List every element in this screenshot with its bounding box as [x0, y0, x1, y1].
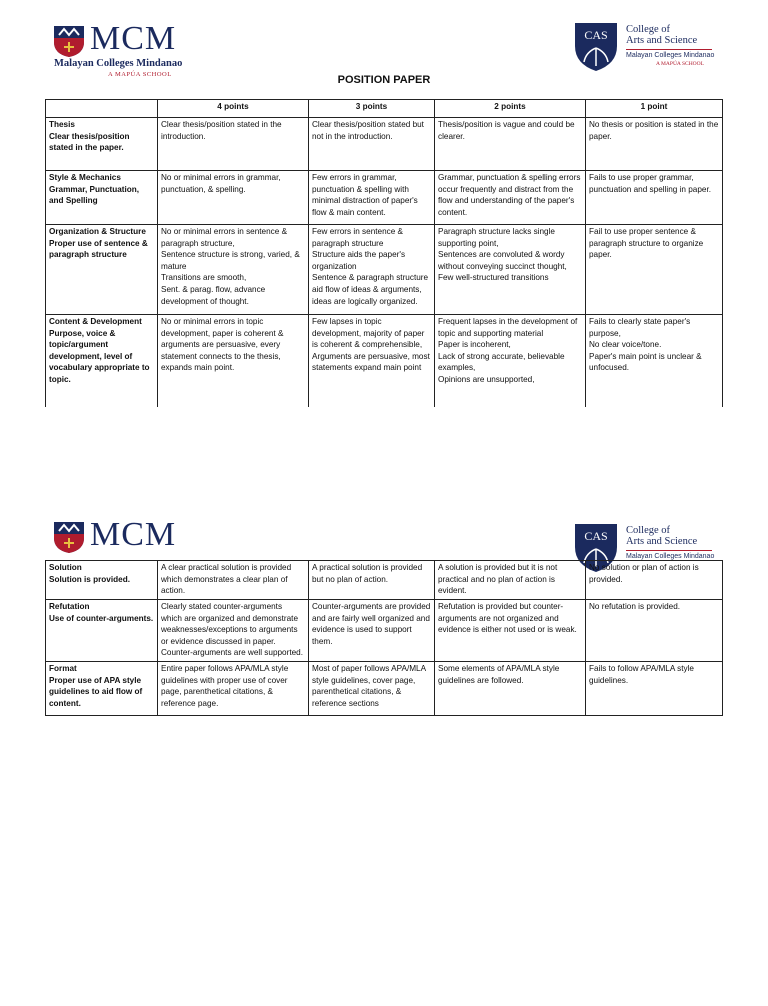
- svg-text:CAS: CAS: [584, 28, 608, 42]
- score-cell: Few errors in sentence & paragraph structure Structure aids the paper's organization Sentence & paragraph structure aid flow of ideas & arguments, ideas are logically organized.: [309, 225, 435, 315]
- cas-college-name: College of Arts and Science: [626, 525, 698, 547]
- score-cell: Fails to follow APA/MLA style guidelines.: [586, 661, 723, 715]
- header-cell: 3 points: [309, 100, 435, 118]
- rubric-table-page1: [45, 99, 723, 407]
- cas-divider: [626, 550, 712, 551]
- score-cell: Few errors in grammar, punctuation & spelling with minimal distraction of paper's flow & main content.: [309, 171, 435, 225]
- score-cell: No thesis or position is stated in the paper.: [586, 118, 723, 171]
- score-cell: No or minimal errors in sentence & paragraph structure, Sentence structure is strong, varied, & mature Transitions are smooth, Sent. & parag. flow, advance development of thought.: [158, 225, 309, 315]
- score-cell: No or minimal errors in grammar, punctuation, & spelling.: [158, 171, 309, 225]
- score-cell: Fails to use proper grammar, punctuation and spelling in paper.: [586, 171, 723, 225]
- score-cell: Clearly stated counter-arguments which are organized and demonstrate weaknesses/exceptions to arguments or evidence discussed in paper. Counter-arguments are well supported.: [158, 600, 309, 662]
- table-row: [46, 225, 723, 315]
- header-row: [46, 100, 723, 118]
- score-cell: Fails to clearly state paper's purpose, No clear voice/tone. Paper's main point is unclear & unfocused.: [586, 315, 723, 407]
- score-cell: Entire paper follows APA/MLA style guidelines with proper use of cover page, parenthetical citations, & reference page.: [158, 661, 309, 715]
- page-title: POSITION PAPER: [337, 74, 431, 86]
- criterion-cell: Content & Development Purpose, voice & topic/argument development, level of vocabulary appropriate to topic.: [46, 315, 158, 407]
- header-cell: 1 point: [586, 100, 723, 118]
- mcm-shield-icon: [52, 520, 86, 554]
- score-cell: Fail to use proper sentence & paragraph structure to organize paper.: [586, 225, 723, 315]
- header-cell: 2 points: [435, 100, 586, 118]
- cas-shield-icon: [574, 22, 618, 72]
- cas-subtitle: Malayan Colleges Mindanao: [626, 52, 715, 59]
- criterion-cell: Organization & Structure Proper use of sentence & paragraph structure: [46, 225, 158, 315]
- mcm-tagline: A MAPÚA SCHOOL: [108, 71, 172, 78]
- mcm-wordmark: MCM: [90, 516, 177, 553]
- score-cell: Clear thesis/position stated but not in the introduction.: [309, 118, 435, 171]
- score-cell: No refutation is provided.: [586, 600, 723, 662]
- table-row: [46, 661, 723, 715]
- score-cell: Grammar, punctuation & spelling errors occur frequently and distract from the flow and understanding of the paper's content.: [435, 171, 586, 225]
- table-row: [46, 600, 723, 662]
- score-cell: Thesis/position is vague and could be clearer.: [435, 118, 586, 171]
- header-cell: [46, 100, 158, 118]
- criterion-cell: Solution Solution is provided.: [46, 561, 158, 600]
- svg-text:CAS: CAS: [584, 529, 608, 543]
- table-row: [46, 171, 723, 225]
- score-cell: No or minimal errors in topic development, paper is coherent & arguments are persuasive, every statement connects to the thesis, expands main point.: [158, 315, 309, 407]
- score-cell: Counter-arguments are provided and are fairly well organized and evidence is used to support them.: [309, 600, 435, 662]
- score-cell: Refutation is provided but counter-arguments are not organized and evidence is either not used or is weak.: [435, 600, 586, 662]
- criterion-cell: Thesis Clear thesis/position stated in the paper.: [46, 118, 158, 171]
- score-cell: A clear practical solution is provided which demonstrates a clear plan of action.: [158, 561, 309, 600]
- criterion-cell: Format Proper use of APA style guidelines to aid flow of content.: [46, 661, 158, 715]
- score-cell: A practical solution is provided but no plan of action.: [309, 561, 435, 600]
- score-cell: Most of paper follows APA/MLA style guidelines, cover page, parenthetical citations, & reference sections: [309, 661, 435, 715]
- score-cell: No solution or plan of action is provided.: [586, 561, 723, 600]
- mcm-shield-icon: [52, 24, 86, 58]
- rubric-table-page2: [45, 560, 723, 716]
- score-cell: A solution is provided but it is not practical and no plan of action is evident.: [435, 561, 586, 600]
- score-cell: Paragraph structure lacks single supporting point, Sentences are convoluted & wordy without conveying succinct thought, Few well-structured transitions: [435, 225, 586, 315]
- score-cell: Few lapses in topic development, majority of paper is coherent & comprehensible, Arguments are persuasive, most statements expand main point: [309, 315, 435, 407]
- table-row: [46, 561, 723, 600]
- criterion-cell: Refutation Use of counter-arguments.: [46, 600, 158, 662]
- criterion-cell: Style & Mechanics Grammar, Punctuation, and Spelling: [46, 171, 158, 225]
- cas-subtitle: Malayan Colleges Mindanao: [626, 553, 715, 560]
- cas-college-name: College of Arts and Science: [626, 24, 698, 46]
- score-cell: Some elements of APA/MLA style guidelines are followed.: [435, 661, 586, 715]
- table-row: [46, 315, 723, 407]
- header-cell: 4 points: [158, 100, 309, 118]
- cas-divider: [626, 49, 712, 50]
- mcm-subtitle: Malayan Colleges Mindanao: [54, 58, 183, 69]
- table-row: [46, 118, 723, 171]
- cas-logo: [574, 22, 724, 74]
- score-cell: Frequent lapses in the development of topic and supporting material Paper is incoherent, Lack of strong accurate, believable examples, Opinions are unsupported,: [435, 315, 586, 407]
- score-cell: Clear thesis/position stated in the introduction.: [158, 118, 309, 171]
- mcm-wordmark: MCM: [90, 20, 177, 57]
- cas-tagline: A MAPÚA SCHOOL: [656, 61, 704, 67]
